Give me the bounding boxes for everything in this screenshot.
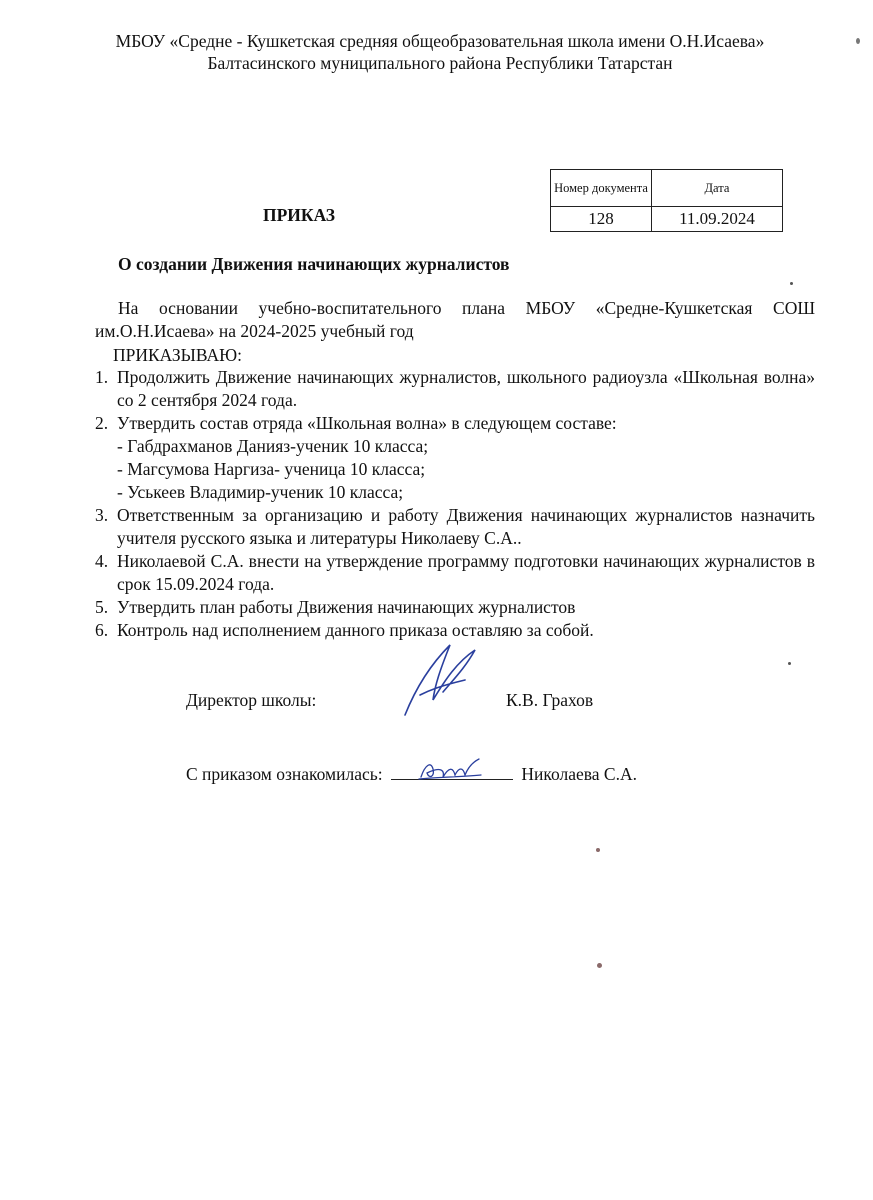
document-title: ПРИКАЗ bbox=[263, 205, 336, 225]
director-name: К.В. Грахов bbox=[506, 690, 594, 710]
scan-speck bbox=[790, 282, 793, 285]
doc-number-value: 128 bbox=[551, 207, 652, 232]
header-line-2: Балтасинского муниципального района Республики Татарстан bbox=[207, 53, 673, 73]
order-items-list bbox=[95, 366, 815, 642]
order-item: 2. Утвердить состав отряда «Школьная волна» в следующем составе: - Габдрахманов Данияз-ученик 10 класса; - Магсумова Наргиза- ученица 10 класса; - Уськеев Владимир-ученик 10 класса; bbox=[95, 412, 815, 504]
acknowledgement-label: С приказом ознакомилась: bbox=[186, 764, 383, 784]
team-member: - Уськеев Владимир-ученик 10 класса; bbox=[117, 482, 404, 502]
scan-speck bbox=[597, 963, 602, 968]
acknowledgement-signature bbox=[399, 755, 499, 785]
orders-word: ПРИКАЗЫВАЮ: bbox=[113, 345, 242, 365]
scan-speck bbox=[596, 848, 600, 852]
acknowledgement-name: Николаева С.А. bbox=[521, 764, 637, 784]
scan-speck bbox=[856, 38, 860, 44]
scan-speck bbox=[788, 662, 791, 665]
director-signature-row bbox=[186, 690, 646, 711]
order-basis-text: На основании учебно-воспитательного плана МБОУ «Средне-Кушкетская СОШ им.О.Н.Исаева» на 2024-2025 учебный год bbox=[95, 298, 815, 341]
order-item: 4. Николаевой С.А. внести на утверждение программу подготовки начинающих журналистов в срок 15.09.2024 года. bbox=[95, 551, 815, 594]
doc-date-header: Дата bbox=[652, 170, 783, 207]
order-item: 5. Утвердить план работы Движения начинающих журналистов bbox=[95, 597, 576, 617]
school-header bbox=[40, 30, 840, 74]
team-member: - Магсумова Наргиза- ученица 10 класса; bbox=[117, 459, 426, 479]
order-item: 1. Продолжить Движение начинающих журналистов, школьного радиоузла «Школьная волна» со 2 сентября 2024 года. bbox=[95, 367, 815, 410]
order-subject: О создании Движения начинающих журналистов bbox=[118, 254, 510, 274]
doc-number-header: Номер документа bbox=[551, 170, 652, 207]
order-item: 3. Ответственным за организацию и работу Движения начинающих журналистов назначить учителя русского языка и литературы Николаеву С.А.. bbox=[95, 505, 815, 548]
order-item: 6. Контроль над исполнением данного приказа оставляю за собой. bbox=[95, 620, 594, 640]
acknowledgement-row bbox=[186, 763, 637, 785]
director-label: Директор школы: bbox=[186, 690, 317, 710]
header-line-1: МБОУ «Средне - Кушкетская средняя общеобразовательная школа имени О.Н.Исаева» bbox=[115, 31, 765, 51]
doc-date-value: 11.09.2024 bbox=[652, 207, 783, 232]
document-number-table bbox=[550, 169, 783, 232]
team-member: - Габдрахманов Данияз-ученик 10 класса; bbox=[117, 436, 429, 456]
acknowledgement-signature-line bbox=[391, 763, 513, 780]
order-basis bbox=[95, 297, 815, 343]
